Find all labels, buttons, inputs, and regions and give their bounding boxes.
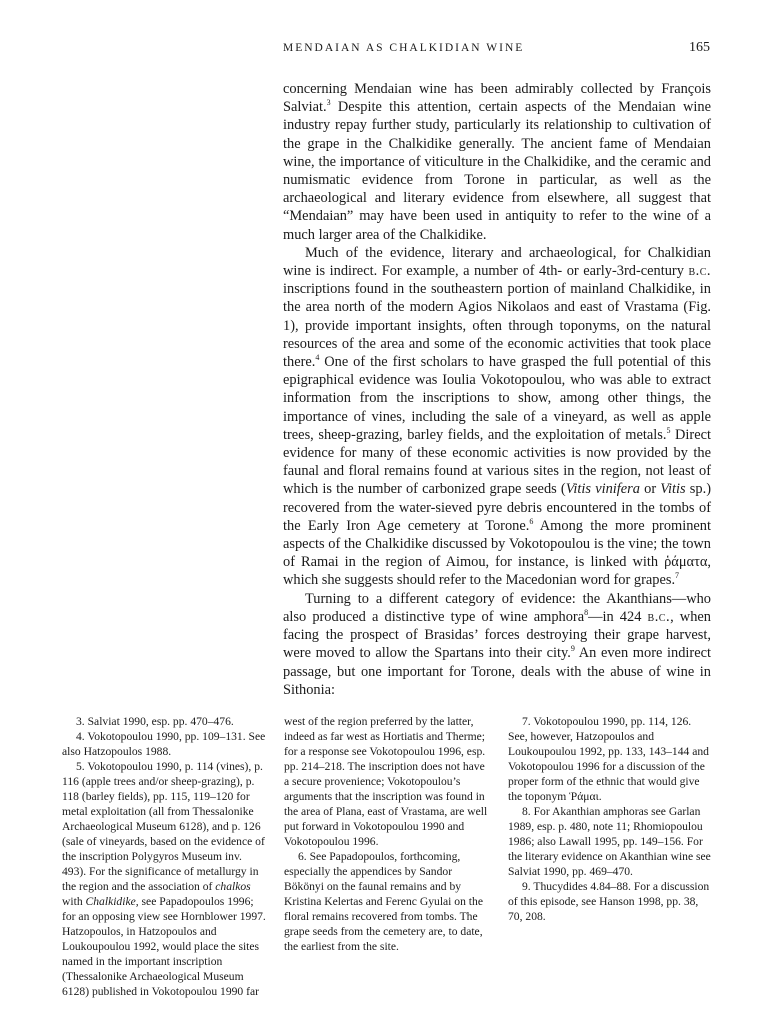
footnote-ref-3[interactable]: 3 (326, 98, 331, 108)
footnote-5: 5. Vokotopoulou 1990, p. 114 (vines), p. 116 (apple trees and/or sheep-grazing), p. 118 (barley fields), pp. 115, 119–120 for metal exploitation (all from Thessalonike Archaeological Museum 6128), and p. 126 (sale of vineyards, based on the evidence of the inscription Polygyros Museum inv. 493). For the significance of metallurgy in the region and the association of chalkos with Chalkidike, see Papadopoulos 1996; for an opposing view see Hornblower 1997. Hatzopoulos, in Hatzopoulos and Loukoupoulou 1992, would place the sites named in the important inscription (Thessalonike Archaeological Museum 6128) published in Vokotopoulou 1990 far (62, 760, 266, 998)
main-text (283, 80, 711, 699)
footnote-column (62, 714, 266, 999)
footnote-column (284, 714, 488, 954)
footnote-8: 8. For Akanthian amphoras see Garlan 1989, esp. p. 480, note 11; Rhomiopoulou 1986; also Lawall 1995, pp. 149–156. For the literary evidence on Akanthian wine see Salviat 1990, pp. 469–470. (508, 805, 711, 878)
footnote-ref-7[interactable]: 7 (675, 571, 680, 581)
paragraph-3: Turning to a different category of evidence: the Akanthians—who also produced a distinctive type of wine amphora$^8$—in 424 b.c., when facing the prospect of Brasidas’ forces destroying their grape harvest, were moved to allow the Spartans into their city.$^9$ An even more indirect passage, but one important for Torone, deals with the abuse of wine in Sithonia: (283, 590, 711, 698)
paragraph-1: concerning Mendaian wine has been admirably collected by François Salviat.$^3$ Despite this attention, certain aspects of the Mendaian wine industry repay further study, particularly its relationship to cultivation of the grape in the Chalkidike generally. The ancient fame of Mendaian wine, the importance of viticulture in the Chalkidike, and the ceramic and numismatic evidence from Torone in particular, as well as the archaeological and literary evidence from elsewhere, all suggest that “Mendaian” may have been used in antiquity to refer to the wine of a much larger area of the Chalkidike. (283, 81, 711, 243)
footnote-ref-9[interactable]: 9 (570, 644, 575, 654)
footnote-3: 3. Salviat 1990, esp. pp. 470–476. (76, 715, 234, 728)
footnote-ref-4[interactable]: 4 (315, 353, 320, 363)
footnotes (62, 714, 722, 1014)
footnote-ref-6[interactable]: 6 (529, 517, 534, 527)
footnote-ref-8[interactable]: 8 (584, 608, 589, 618)
footnote-ref-5[interactable]: 5 (666, 426, 671, 436)
footnote-column (508, 714, 712, 924)
running-head: MENDAIAN AS CHALKIDIAN WINE (283, 42, 525, 54)
footnote-7: 7. Vokotopoulou 1990, pp. 114, 126. See, however, Hatzopoulos and Loukoupoulou 1992, pp. 133, 143–144 and Vokotopoulou 1996 for a discussion of the proper form of the ethnic that would give the toponym Ῥάμαι. (508, 715, 709, 803)
footnote-6: 6. See Papadopoulos, forthcoming, especially the appendices by Sandor Bökönyi on the faunal remains and by Kristina Kelertas and Ferenc Gyulai on the floral remains recovered from tombs. The grape seeds from the cemetery are, to date, the earliest from the site. (284, 850, 483, 953)
page-header (283, 42, 710, 62)
paragraph-2: Much of the evidence, literary and archaeological, for Chalkidian wine is indirect. For example, a number of 4th- or early-3rd-century b.c. inscriptions found in the southeastern portion of mainland Chalkidike, in the area north of the modern Agios Nikolaos and east of Vrastama (Fig. 1), provide important insights, often through toponyms, on the natural resources of the area and some of the economic activities that took place there.$^4$ One of the first scholars to have grasped the full potential of this epigraphical evidence was Ioulia Vokotopoulou, who was able to extract information from the inscriptions to show, among other things, the importance of vines, including the sale of a vineyard, as well as apple trees, sheep-grazing, barley fields, and the exploitation of metals.$^5$ Direct evidence for many of these economic activities is now provided by the faunal and floral remains found at various sites in the region, not least of which is the number of carbonized grape seeds (Vitis vinifera or Vitis sp.) recovered from the water-sieved pyre debris encountered in the tombs of the Early Iron Age cemetery at Torone.$^6$ Among the more prominent aspects of the Chalkidike discussed by Vokotopoulou is the vine; the town of Ramai in the region of Aimou, for instance, is linked with ῥάματα, which she suggests should refer to the Macedonian word for grapes.$^7$ (283, 244, 711, 589)
footnote-9: 9. Thucydides 4.84–88. For a discussion of this episode, see Hanson 1998, pp. 38, 70, 208. (508, 880, 710, 923)
page-number: 165 (689, 40, 710, 55)
footnote-4: 4. Vokotopoulou 1990, pp. 109–131. See also Hatzopoulos 1988. (62, 730, 266, 758)
footnote-5-continued: west of the region preferred by the latter, indeed as far west as Hortiatis and Therme; for a response see Vokotopoulou 1996, esp. pp. 214–218. The inscription does not have a secure provenience; Vokotopoulou’s arguments that the inscription was found in the area of Plana, east of Vrastama, are well put forward in Vokotopoulou 1990 and Vokotopoulou 1996. (284, 715, 488, 848)
